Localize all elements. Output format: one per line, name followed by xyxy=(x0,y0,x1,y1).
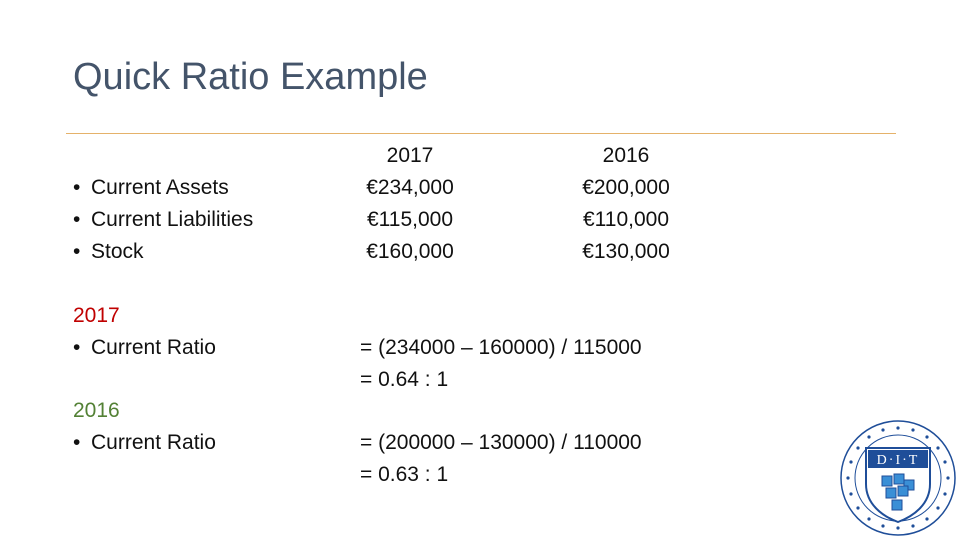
slide-title: Quick Ratio Example xyxy=(73,56,428,98)
col-2017-current-assets: €234,000 xyxy=(366,176,454,199)
item-current-liabilities: • Current Liabilities xyxy=(73,204,253,236)
col-2017-stock: €160,000 xyxy=(366,240,454,263)
section-2016-result: = 0.63 : 1 xyxy=(360,463,449,486)
section-2016-year: 2016 xyxy=(73,399,120,422)
section-2016-calc: = (200000 – 130000) / 110000 xyxy=(360,431,642,454)
section-2017-calc: = (234000 – 160000) / 115000 xyxy=(360,336,642,359)
section-2017-result: = 0.64 : 1 xyxy=(360,368,449,391)
logo-text: D·I·T xyxy=(876,453,920,468)
col-2017-header: 2017 xyxy=(386,144,434,167)
col-2016-stock: €130,000 xyxy=(582,240,670,263)
section-2017-year: 2017 xyxy=(73,304,120,327)
section-2017-label: • Current Ratio xyxy=(73,332,216,364)
item-current-assets: • Current Assets xyxy=(73,172,229,204)
item-stock: • Stock xyxy=(73,236,144,268)
title-divider xyxy=(66,133,896,134)
col-2016-current-assets: €200,000 xyxy=(582,176,670,199)
section-2016-label: • Current Ratio xyxy=(73,427,216,459)
col-2017-current-liabilities: €115,000 xyxy=(366,208,454,231)
col-2016-header: 2016 xyxy=(602,144,650,167)
dit-logo xyxy=(838,418,958,538)
col-2016-current-liabilities: €110,000 xyxy=(582,208,670,231)
